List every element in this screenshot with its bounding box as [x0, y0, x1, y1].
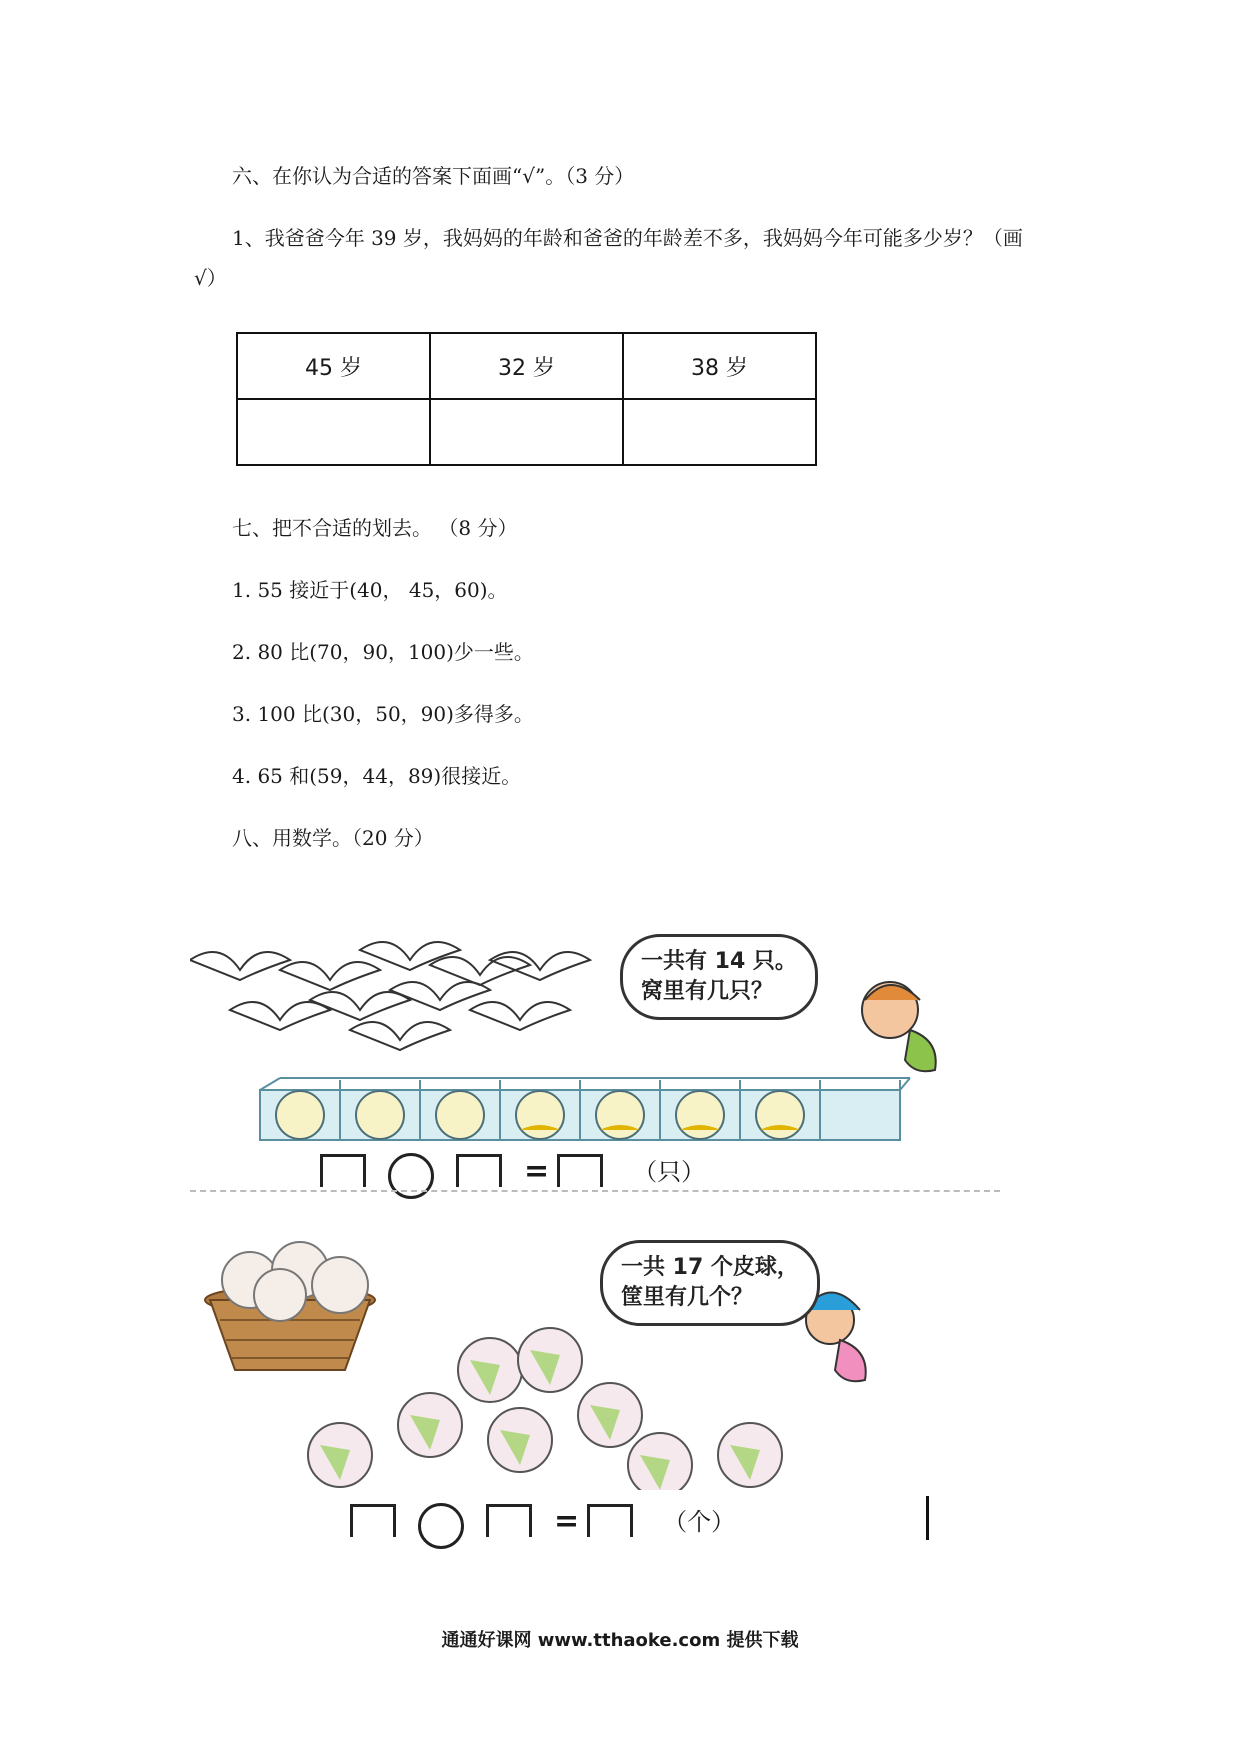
speech-bubble-balls [600, 1240, 820, 1326]
section7-heading: 七、把不合适的划去。 （8 分） [232, 516, 518, 540]
answer-box[interactable] [320, 1154, 366, 1187]
equation-birds [320, 1152, 705, 1187]
answer-box[interactable] [486, 1504, 532, 1537]
question6-1-line1: 1、我爸爸今年 39 岁，我妈妈的年龄和爸爸的年龄差不多，我妈妈今年可能多少岁？（画 [232, 226, 1023, 250]
answer-cell-38[interactable] [623, 399, 816, 465]
answer-box[interactable] [456, 1154, 502, 1187]
nest-boxes-icon [260, 1078, 910, 1140]
section7-item-3: 3. 100 比(30，50，90)多得多。 [232, 702, 534, 726]
balls-basket-drawing [190, 1240, 940, 1490]
birds-illustration [190, 930, 1000, 1192]
operator-circle[interactable] [418, 1503, 464, 1549]
beach-balls-icon [308, 1328, 782, 1490]
flying-birds-icon [190, 942, 590, 1050]
bubble-line-2: 筐里有几个？ [621, 1285, 754, 1310]
option-38: 38 岁 [623, 333, 816, 399]
speech-bubble-birds [620, 934, 818, 1020]
balls-illustration [190, 1240, 940, 1540]
divider [190, 1190, 1000, 1192]
section7-item-2: 2. 80 比(70，90，100)少一些。 [232, 640, 534, 664]
vertical-bar [926, 1496, 929, 1540]
answer-box[interactable] [587, 1504, 633, 1537]
question6-1-line2: √） [194, 266, 227, 290]
basket-icon [205, 1242, 375, 1370]
age-options-table [236, 332, 817, 466]
footer-text: 通通好课网 www.tthaoke.com 提供下载 [441, 1630, 799, 1651]
answer-cell-45[interactable] [237, 399, 430, 465]
equals-sign: = [554, 1504, 580, 1539]
equation-balls [350, 1502, 735, 1537]
bubble-line-1: 一共 17 个皮球， [621, 1255, 799, 1280]
bubble-line-1: 一共有 14 只。 [641, 949, 797, 974]
option-45: 45 岁 [237, 333, 430, 399]
unit-label: （个） [663, 1508, 736, 1536]
operator-circle[interactable] [388, 1153, 434, 1199]
answer-box[interactable] [557, 1154, 603, 1187]
child-icon [862, 982, 936, 1071]
section7-item-1: 1. 55 接近于(40， 45，60)。 [232, 578, 508, 602]
equals-sign: = [524, 1154, 550, 1189]
section7-item-4: 4. 65 和(59，44，89)很接近。 [232, 764, 522, 788]
section8-heading: 八、用数学。（20 分） [232, 826, 434, 850]
section6-heading: 六、在你认为合适的答案下面画“√”。（3 分） [232, 164, 635, 188]
unit-label: （只） [633, 1158, 706, 1186]
option-32: 32 岁 [430, 333, 623, 399]
answer-box[interactable] [350, 1504, 396, 1537]
bubble-line-2: 窝里有几只？ [641, 979, 774, 1004]
answer-cell-32[interactable] [430, 399, 623, 465]
